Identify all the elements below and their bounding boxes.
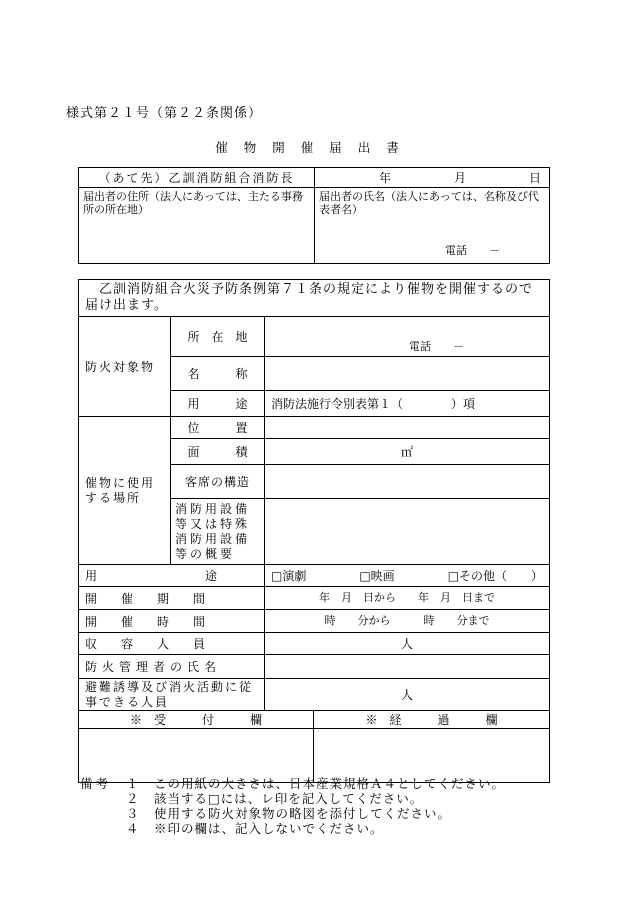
capacity-field[interactable] <box>265 633 550 655</box>
area-unit: ㎡ <box>401 445 414 459</box>
notes <box>80 776 505 836</box>
venue-label: 催物に使用する場所 <box>79 417 171 565</box>
position-label: 位 置 <box>171 417 265 439</box>
applicant-name-field[interactable] <box>315 188 550 264</box>
staff-label: 避難誘導及び消火活動に従事できる人員 <box>79 679 265 711</box>
seating-field[interactable] <box>265 465 550 499</box>
applicant-phone-label: 電話 － <box>445 243 500 257</box>
location-phone-label: 電話 － <box>409 339 464 353</box>
capacity-label: 収 容 人 員 <box>79 633 265 655</box>
period-label: 開 催 期 間 <box>79 587 265 610</box>
note-item <box>80 776 505 791</box>
note-number: ２ <box>126 791 139 806</box>
note-item <box>80 821 505 836</box>
application-table <box>78 279 550 783</box>
note-text: この用紙の大きさは、日本産業規格Ａ４としてください。 <box>154 776 506 791</box>
purpose-label: 用 途 <box>79 565 265 587</box>
date-year: 年 <box>379 171 392 185</box>
equipment-field[interactable] <box>265 499 550 565</box>
purpose-movie-checkbox[interactable]: □映画 <box>359 569 395 583</box>
location-field[interactable] <box>265 317 550 357</box>
use-label: 用 途 <box>171 391 265 417</box>
date-month: 月 <box>453 171 466 185</box>
use-field[interactable]: 消防法施行令別表第１（ ）項 <box>265 391 550 417</box>
hours-field[interactable]: 時 分から 時 分まで <box>265 610 550 633</box>
manager-field[interactable] <box>265 655 550 679</box>
date-cell[interactable] <box>315 168 550 188</box>
fire-target-label: 防火対象物 <box>79 317 171 417</box>
intro-text: 乙訓消防組合火災予防条例第７１条の規定により催物を開催するので届け出ます。 <box>79 280 550 317</box>
header-table <box>78 167 550 264</box>
name-label: 名 称 <box>171 357 265 391</box>
note-number: １ <box>126 776 139 791</box>
area-label: 面 積 <box>171 439 265 465</box>
staff-field[interactable] <box>265 679 550 711</box>
applicant-address-field[interactable] <box>79 188 315 264</box>
note-number: ４ <box>126 821 139 836</box>
addressee: （あて先）乙訓消防組合消防長 <box>98 171 295 185</box>
applicant-name-label: 届出者の氏名（法人にあっては、名称及び代表者名） <box>319 190 539 217</box>
hours-label: 開 催 時 間 <box>79 610 265 633</box>
purpose-drama-checkbox[interactable]: □演劇 <box>271 569 307 583</box>
note-number: ３ <box>126 806 139 821</box>
note-item <box>80 791 505 806</box>
page-title: 催物開催届出書 <box>215 140 415 155</box>
note-item <box>80 806 505 821</box>
notes-heading: 備考 <box>80 776 112 791</box>
reception-field <box>79 729 314 783</box>
manager-label: 防火管理者の氏名 <box>79 655 265 679</box>
date-day: 日 <box>528 171 541 185</box>
purpose-field[interactable] <box>265 565 550 587</box>
capacity-unit: 人 <box>401 637 414 651</box>
area-field[interactable] <box>265 439 550 465</box>
form-number: 様式第２１号（第２２条関係） <box>66 106 263 121</box>
period-field[interactable]: 年 月 日から 年 月 日まで <box>265 587 550 610</box>
progress-label: ※ 経 過 欄 <box>314 711 550 729</box>
applicant-address-label: 届出者の住所（法人にあっては、主たる事務所の所在地） <box>83 190 303 217</box>
name-field[interactable] <box>265 357 550 391</box>
addressee-cell <box>79 168 315 188</box>
location-label: 所 在 地 <box>171 317 265 357</box>
reception-label: ※ 受 付 欄 <box>79 711 314 729</box>
seating-label: 客席の構造 <box>171 465 265 499</box>
position-field[interactable] <box>265 417 550 439</box>
note-text: ※印の欄は、記入しないでください。 <box>154 821 384 836</box>
note-text: 該当する□には、レ印を記入してください。 <box>154 791 424 806</box>
note-text: 使用する防火対象物の略図を添付してください。 <box>154 806 452 821</box>
progress-field <box>314 729 550 783</box>
equipment-label: 消防用設備等又は特殊消防用設備等の概要 <box>171 499 265 565</box>
purpose-other-checkbox[interactable]: □その他（ ） <box>447 569 544 583</box>
staff-unit: 人 <box>401 688 414 702</box>
